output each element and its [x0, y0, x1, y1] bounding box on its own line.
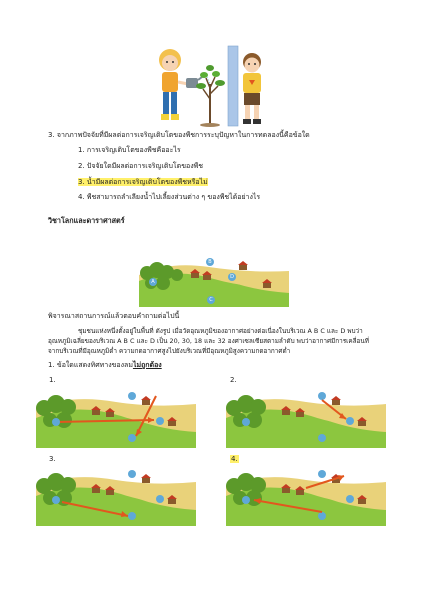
question1-stem	[48, 361, 162, 370]
point-c-marker: C	[207, 296, 215, 304]
plant-growth-illustration	[148, 44, 276, 130]
question3-option-4: 4. พืชสามารถลำเลียงน้ำไปเลี้ยงส่วนต่าง ๆ ของพืชได้อย่างไร	[78, 193, 261, 201]
question3-option-1: 1. การเจริญเติบโตของพืชคืออะไร	[78, 146, 181, 154]
section-title: วิชาโลกและดาราศาสตร์	[48, 216, 125, 225]
boy-figure	[243, 53, 261, 124]
question3-stem: 3. จากภาพปัจจัยที่มีผลต่อการเจริญเติบโตของพืชการระบุปัญหาในการทดลองนี้คือข้อใด	[48, 131, 310, 139]
point-b-marker: B	[206, 258, 214, 266]
question3-option-3-highlighted: 3. น้ำมีผลต่อการเจริญเติบโตของพืชหรือไม่	[78, 178, 208, 186]
choice-4-label-highlighted: 4.	[231, 455, 238, 463]
choice-3-map	[36, 466, 196, 526]
choice-4-map	[226, 466, 386, 526]
choice-3-label: 3.	[49, 455, 56, 463]
choice-2-map	[226, 388, 386, 448]
point-a-marker: A	[149, 278, 157, 286]
point-d-marker: D	[228, 273, 236, 281]
choice-2-label: 2.	[230, 376, 237, 384]
plant-sapling	[196, 65, 225, 127]
question3-option-2: 2. ปัจจัยใดมีผลต่อการเจริญเติบโตของพืช	[78, 162, 203, 170]
question1-stem-prefix: 1. ข้อใดแสดงทิศทางของลม	[48, 361, 133, 369]
scenario-intro: พิจารณาสถานการณ์แล้วตอบคำถามต่อไปนี้	[48, 312, 180, 320]
choice-1-label: 1.	[49, 376, 56, 384]
scenario-body: ชุมชนแห่งหนึ่งตั้งอยู่ในพื้นที่ ดังรูป เมื่อวัดอุณหภูมิของอากาศอย่างต่อเนื่องในบริเวณ A B C และ D พบว่าอุณหภูมิเฉลี่ยของบริเวณ A B C และ D เป็น 20, 30, 18 และ 32 องศาเซลเซียสตามลำดับ พบว่าอากาศมีการเคลื่อนที่จากบริเวณที่มีอุณหภูมิต่ำ ความกดอากาศสูงไปยังบริเวณที่มีอุณหภูมิสูงความกดอากาศต่ำ	[48, 327, 369, 355]
choice-1-map	[36, 388, 196, 448]
height-ruler	[228, 46, 238, 126]
question1-stem-emphasis: ไม่ถูกต้อง	[132, 361, 162, 369]
